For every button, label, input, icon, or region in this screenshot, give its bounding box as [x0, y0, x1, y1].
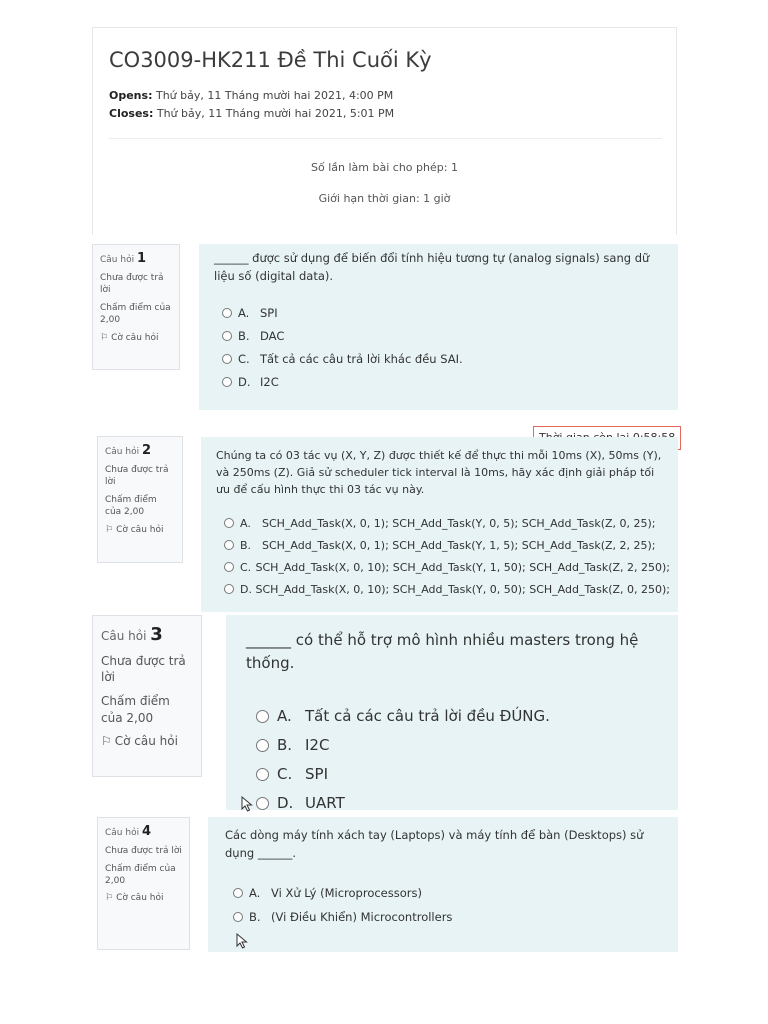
attempts-allowed: Số lần làm bài cho phép: 1: [311, 161, 458, 174]
question-2-content: [201, 437, 678, 612]
flag-icon: ⚐: [101, 733, 112, 748]
question-4-content: [208, 817, 678, 952]
question-grade: Chấm điểm của 2,00: [100, 303, 171, 326]
answer-option-c[interactable]: C. Tất cả các câu trả lời khác đều SAI.: [222, 348, 668, 371]
flag-question-button[interactable]: ⚐ Cờ câu hỏi: [100, 332, 159, 343]
radio-button[interactable]: [256, 710, 269, 723]
answer-option-a[interactable]: A. SPI: [222, 302, 668, 325]
flag-question-button[interactable]: ⚐ Cờ câu hỏi: [101, 733, 178, 748]
question-4-info: [97, 817, 190, 950]
radio-button[interactable]: [222, 354, 232, 364]
answer-list: [233, 881, 670, 929]
question-text: ______ được sử dụng để biến đổi tính hiệu tương tự (analog signals) sang dữ liệu số (digital data).: [214, 251, 650, 283]
page-title: CO3009-HK211 Đề Thi Cuối Kỳ: [109, 48, 432, 72]
opens-label: Opens:: [109, 89, 153, 102]
radio-button[interactable]: [222, 308, 232, 318]
answer-option-d[interactable]: D. UART: [256, 789, 670, 818]
header-divider: [109, 138, 662, 139]
question-number: Câu hỏi 1: [100, 251, 146, 266]
answer-option-b[interactable]: B. DAC: [222, 325, 668, 348]
question-2-info: [97, 436, 183, 563]
flag-icon: ⚐: [100, 332, 109, 343]
answer-option-a[interactable]: A. SCH_Add_Task(X, 0, 1); SCH_Add_Task(Y, 0, 5); SCH_Add_Task(Z, 0, 25);: [224, 512, 670, 534]
question-state: Chưa được trả lời: [105, 846, 182, 856]
answer-list: [224, 512, 670, 600]
radio-button[interactable]: [233, 888, 243, 898]
question-state: Chưa được trả lời: [105, 465, 169, 488]
question-number: Câu hỏi 2: [105, 443, 151, 458]
question-state: Chưa được trả lời: [101, 654, 186, 685]
question-1-info: [92, 244, 180, 370]
radio-button[interactable]: [256, 739, 269, 752]
quiz-header: [92, 27, 677, 235]
answer-option-c[interactable]: C. SCH_Add_Task(X, 0, 10); SCH_Add_Task(Y, 1, 50); SCH_Add_Task(Z, 2, 250);: [224, 556, 670, 578]
flag-icon: ⚐: [105, 893, 114, 904]
radio-button[interactable]: [222, 377, 232, 387]
flag-question-button[interactable]: ⚐ Cờ câu hỏi: [105, 524, 164, 535]
answer-option-d[interactable]: D. SCH_Add_Task(X, 0, 10); SCH_Add_Task(Y, 0, 50); SCH_Add_Task(Z, 0, 250);: [224, 578, 670, 600]
opens-line: [109, 89, 393, 102]
answer-option-c[interactable]: C. SPI: [256, 760, 670, 789]
answer-option-b[interactable]: B. SCH_Add_Task(X, 0, 1); SCH_Add_Task(Y, 1, 5); SCH_Add_Task(Z, 2, 25);: [224, 534, 670, 556]
question-3-info: [92, 615, 202, 777]
radio-button[interactable]: [222, 331, 232, 341]
answer-option-d[interactable]: D. I2C: [222, 371, 668, 394]
closes-label: Closes:: [109, 107, 154, 120]
question-3-content: [226, 615, 678, 810]
radio-button[interactable]: [256, 768, 269, 781]
answer-option-a[interactable]: A. Tất cả các câu trả lời đều ĐÚNG.: [256, 702, 670, 731]
closes-value: Thứ bảy, 11 Tháng mười hai 2021, 5:01 PM: [156, 107, 395, 120]
radio-button[interactable]: [224, 540, 234, 550]
question-state: Chưa được trả lời: [100, 273, 164, 296]
question-1-content: [199, 244, 678, 410]
question-number: Câu hỏi 3: [101, 624, 163, 645]
answer-option-b[interactable]: B. I2C: [256, 731, 670, 760]
time-limit: Giới hạn thời gian: 1 giờ: [318, 192, 451, 205]
answer-list: [222, 302, 668, 394]
radio-button[interactable]: [224, 562, 234, 572]
question-text: Chúng ta có 03 tác vụ (X, Y, Z) được thiết kế để thực thi mỗi 10ms (X), 50ms (Y), và 250ms (Z). Giả sử scheduler tick interval là 10ms, hãy xác định giải pháp tối ưu để cấu hình thực thi 03 tác vụ này.: [216, 449, 662, 497]
radio-button[interactable]: [233, 912, 243, 922]
radio-button[interactable]: [224, 584, 234, 594]
radio-button[interactable]: [224, 518, 234, 528]
mouse-cursor-icon: [236, 933, 248, 949]
question-text: ______ có thể hỗ trợ mô hình nhiều masters trong hệ thống.: [246, 631, 639, 673]
flag-question-button[interactable]: ⚐ Cờ câu hỏi: [105, 893, 164, 904]
mouse-cursor-icon: [241, 796, 253, 812]
question-number: Câu hỏi 4: [105, 824, 151, 839]
question-grade: Chấm điểm của 2,00: [105, 864, 176, 887]
flag-icon: ⚐: [105, 524, 114, 535]
answer-list: [256, 702, 670, 818]
question-text: Các dòng máy tính xách tay (Laptops) và máy tính để bàn (Desktops) sử dụng ______.: [225, 828, 644, 860]
radio-button[interactable]: [256, 797, 269, 810]
opens-value: Thứ bảy, 11 Tháng mười hai 2021, 4:00 PM: [155, 89, 394, 102]
question-grade: Chấm điểm của 2,00: [105, 495, 157, 518]
question-grade: Chấm điểm của 2,00: [101, 694, 170, 725]
answer-option-a[interactable]: A. Vi Xử Lý (Microprocessors): [233, 881, 670, 905]
closes-line: [109, 107, 394, 120]
answer-option-b[interactable]: B. (Vi Điều Khiển) Microcontrollers: [233, 905, 670, 929]
